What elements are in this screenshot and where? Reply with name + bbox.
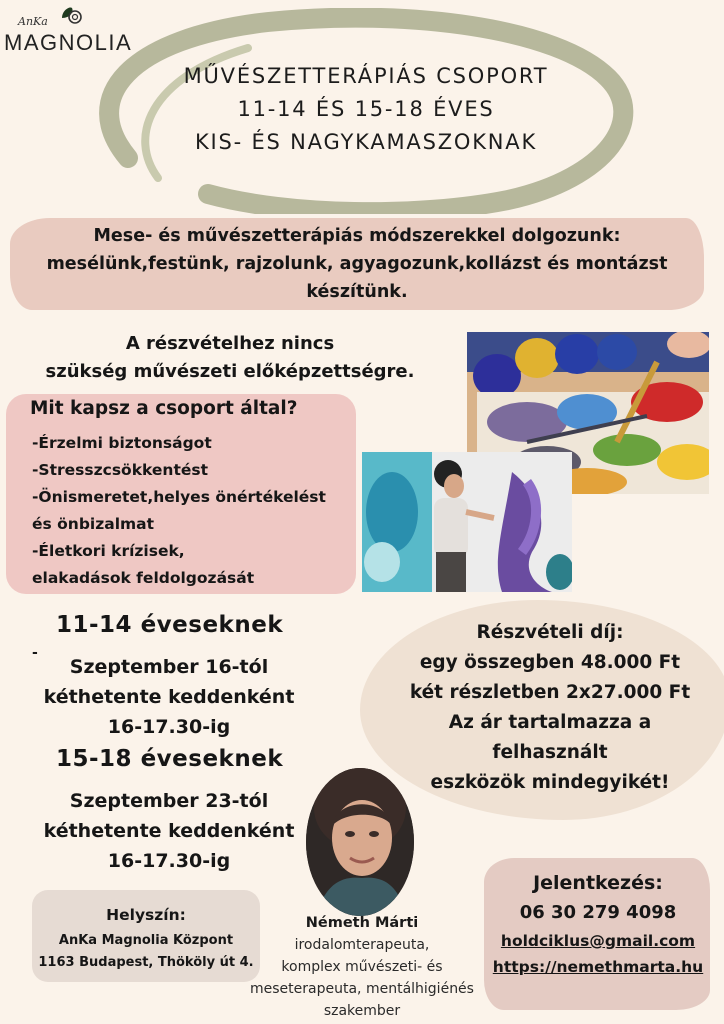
title-line-1: MŰVÉSZETTERÁPIÁS CSOPORT	[183, 64, 549, 88]
page-title	[110, 60, 622, 159]
requirement-line-1: A részvételhez nincs	[125, 333, 335, 354]
fee-line-1: Részvételi díj:	[476, 622, 624, 643]
title-line-2: 11-14 ÉS 15-18 ÉVES	[237, 97, 495, 121]
requirement-text	[20, 330, 440, 386]
location-heading: Helyszín:	[106, 906, 186, 924]
group2-heading: 15-18 éveseknek	[56, 746, 284, 772]
list-item: és önbizalmat	[32, 515, 155, 533]
fee-line-3: két részletben 2x27.000 Ft	[409, 682, 691, 703]
fee-line-4: Az ár tartalmazza a	[448, 712, 652, 733]
fee-line-6: eszközök mindegyikét!	[430, 772, 670, 793]
contact-phone[interactable]: 06 30 279 4098	[519, 902, 677, 923]
contact-website-link[interactable]: https://nemethmarta.hu	[492, 958, 704, 976]
list-item: -Önismeretet,helyes önértékelést	[32, 488, 326, 506]
list-item: -Életkori krízisek,	[32, 542, 185, 560]
fee-line-5: felhasznált	[492, 742, 608, 763]
bio-line-4: szakember	[323, 1003, 401, 1019]
benefits-list	[32, 430, 362, 592]
logo-anka-text: AnKa	[18, 15, 48, 28]
group2-line-2: kéthetente keddenként	[43, 820, 295, 842]
bio-line-2: komplex művészeti- és	[281, 959, 443, 975]
benefits-title: Mit kapsz a csoport által?	[30, 398, 298, 419]
location-line-1: AnKa Magnolia Központ	[58, 933, 234, 948]
intro-line-3: készítünk.	[306, 282, 408, 302]
schedule-dash: -	[32, 645, 38, 661]
group2-line-1: Szeptember 23-tól	[69, 790, 269, 812]
group1-schedule	[24, 652, 314, 742]
group1-line-1: Szeptember 16-tól	[69, 656, 269, 678]
logo-magnolia-text: MAGNOLIA	[4, 30, 133, 55]
bio-line-3: meseterapeuta, mentálhigiénés	[250, 981, 474, 997]
group1-line-3: 16-17.30-ig	[107, 716, 231, 738]
therapist-name: Németh Márti	[305, 915, 419, 931]
therapist-portrait	[306, 768, 414, 916]
contact-info	[482, 868, 714, 980]
magnolia-leaf-icon	[58, 4, 84, 28]
intro-text	[22, 222, 692, 306]
list-item: -Érzelmi biztonságot	[32, 434, 212, 452]
group2-schedule	[24, 786, 314, 876]
fee-line-2: egy összegben 48.000 Ft	[419, 652, 681, 673]
fee-info	[392, 618, 708, 798]
artist-painting-photo	[362, 452, 572, 592]
contact-email-link[interactable]: holdciklus@gmail.com	[500, 932, 696, 950]
location-info	[26, 904, 266, 974]
location-line-2: 1163 Budapest, Thököly út 4.	[38, 955, 254, 970]
title-line-3: KIS- ÉS NAGYKAMASZOKNAK	[194, 130, 538, 154]
group2-line-3: 16-17.30-ig	[107, 850, 231, 872]
therapist-bio	[240, 912, 484, 1022]
list-item: elakadások feldolgozását	[32, 569, 255, 587]
intro-line-1: Mese- és művészetterápiás módszerekkel dolgozunk:	[93, 226, 621, 246]
bio-line-1: irodalomterapeuta,	[294, 937, 430, 953]
requirement-line-2: szükség művészeti előképzettségre.	[45, 361, 415, 382]
intro-line-2: mesélünk,festünk, rajzolunk, agyagozunk,kollázst és montázst	[46, 254, 668, 274]
contact-heading: Jelentkezés:	[533, 872, 663, 894]
group1-line-2: kéthetente keddenként	[43, 686, 295, 708]
group1-heading: 11-14 éveseknek	[56, 612, 284, 638]
list-item: -Stresszcsökkentést	[32, 461, 209, 479]
